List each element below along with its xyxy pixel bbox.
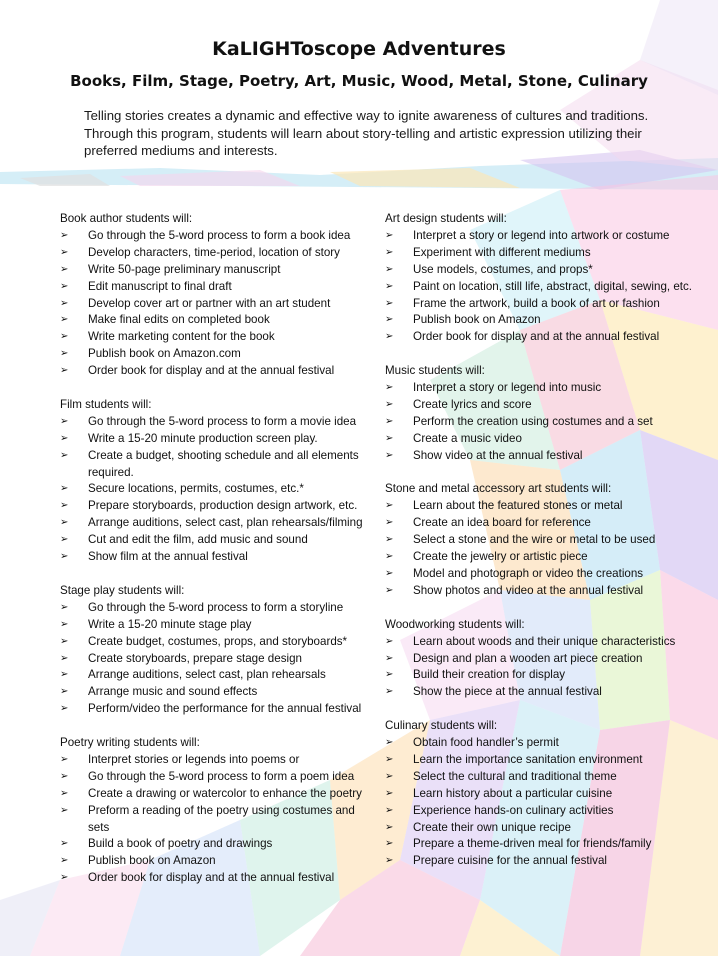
list-item: ➢ Write a 15-20 minute stage play bbox=[60, 617, 378, 634]
section-book-author bbox=[60, 211, 378, 380]
list-item: ➢ Create the jewelry or artistic piece bbox=[385, 549, 705, 566]
section-heading: Art design students will: bbox=[385, 212, 507, 225]
list-item: ➢ Make final edits on completed book bbox=[60, 312, 378, 329]
list-item: ➢ Show film at the annual festival bbox=[60, 549, 378, 566]
bullet-list bbox=[60, 600, 378, 718]
list-item: ➢ Show video at the annual festival bbox=[385, 448, 705, 465]
list-item: ➢ Arrange music and sound effects bbox=[60, 684, 378, 701]
list-item: ➢ Design and plan a wooden art piece creation bbox=[385, 651, 705, 668]
list-item: ➢ Show the piece at the annual festival bbox=[385, 684, 705, 701]
bullet-list bbox=[60, 752, 378, 887]
list-item: ➢ Show photos and video at the annual festival bbox=[385, 583, 705, 600]
section-heading: Music students will: bbox=[385, 364, 485, 378]
list-item: ➢ Experiment with different mediums bbox=[385, 245, 705, 262]
list-item: ➢ Create an idea board for reference bbox=[385, 515, 705, 532]
list-item: ➢ Arrange auditions, select cast, plan rehearsals bbox=[60, 667, 378, 684]
page-subtitle: Books, Film, Stage, Poetry, Art, Music, Wood, Metal, Stone, Culinary bbox=[70, 72, 648, 90]
bullet-list bbox=[385, 735, 705, 870]
list-item: ➢ Select a stone and the wire or metal to be used bbox=[385, 532, 705, 549]
list-item: ➢ Prepare storyboards, production design artwork, etc. bbox=[60, 498, 378, 515]
section-heading: Film students will: bbox=[60, 397, 152, 411]
list-item: ➢ Frame the artwork, build a book of art or fashion bbox=[385, 296, 705, 313]
list-item: ➢ Interpret a story or legend into artwork or costume bbox=[385, 228, 705, 245]
list-item: ➢ Go through the 5-word process to form a storyline bbox=[60, 600, 378, 617]
list-item: ➢ Interpret stories or legends into poems or bbox=[60, 752, 378, 769]
list-item: ➢ Order book for display and at the annual festival bbox=[385, 329, 705, 346]
list-item: ➢ Prepare a theme-driven meal for friends/family bbox=[385, 836, 705, 853]
section-film bbox=[60, 397, 378, 566]
bullet-list bbox=[385, 228, 705, 346]
list-item: ➢ Secure locations, permits, costumes, etc.* bbox=[60, 481, 378, 498]
section-heading: Woodworking students will: bbox=[385, 617, 525, 631]
list-item: ➢ Develop characters, time-period, location of story bbox=[60, 245, 378, 262]
section-heading: Stone and metal accessory art students will: bbox=[385, 482, 612, 496]
list-item: ➢ Write 50-page preliminary manuscript bbox=[60, 262, 378, 279]
section-heading: Stage play students will: bbox=[60, 583, 185, 597]
section-stone-and-metal-accessory-art bbox=[385, 481, 705, 599]
page-title: KaLIGHToscope Adventures bbox=[212, 38, 506, 60]
list-item: ➢ Create budget, costumes, props, and storyboards* bbox=[60, 634, 378, 651]
list-item: ➢ Learn the importance sanitation environment bbox=[385, 752, 705, 769]
list-item: ➢ Order book for display and at the annual festival bbox=[60, 363, 378, 380]
bullet-list bbox=[60, 228, 378, 380]
list-item: ➢ Publish book on Amazon bbox=[385, 312, 705, 329]
list-item: ➢ Cut and edit the film, add music and sound bbox=[60, 532, 378, 549]
section-heading: Poetry writing students will: bbox=[60, 736, 200, 750]
list-item: ➢ Model and photograph or video the creations bbox=[385, 566, 705, 583]
list-item: ➢ Arrange auditions, select cast, plan rehearsals/filming bbox=[60, 515, 378, 532]
list-item: ➢ Create a budget, shooting schedule and all elements required. bbox=[60, 448, 378, 482]
section-woodworking bbox=[385, 617, 705, 702]
section-stage-play bbox=[60, 583, 378, 718]
intro-paragraph: Telling stories creates a dynamic and effective way to ignite awareness of cultures and traditions. Through this program, students will learn about story-telling and artistic expression utilizing their preferred mediums and interests. bbox=[84, 108, 649, 158]
list-item: ➢ Write a 15-20 minute production screen play. bbox=[60, 431, 378, 448]
list-item: ➢ Paint on location, still life, abstract, digital, sewing, etc. bbox=[385, 279, 705, 296]
list-item: ➢ Prepare cuisine for the annual festival bbox=[385, 853, 705, 870]
list-item: ➢ Obtain food handler’s permit bbox=[385, 735, 705, 752]
list-item: ➢ Create lyrics and score bbox=[385, 397, 705, 414]
list-item: ➢ Go through the 5-word process to form a book idea bbox=[60, 228, 378, 245]
list-item: ➢ Build a book of poetry and drawings bbox=[60, 836, 378, 853]
list-item: ➢ Edit manuscript to final draft bbox=[60, 279, 378, 296]
section-heading: Culinary students will: bbox=[385, 719, 498, 733]
section-poetry-writing bbox=[60, 735, 378, 887]
list-item: ➢ Preform a reading of the poetry using costumes and sets bbox=[60, 803, 378, 837]
list-item: ➢ Write marketing content for the book bbox=[60, 329, 378, 346]
list-item: ➢ Select the cultural and traditional theme bbox=[385, 769, 705, 786]
section-art-design bbox=[385, 211, 705, 346]
list-item: ➢ Publish book on Amazon bbox=[60, 853, 378, 870]
list-item: ➢ Experience hands-on culinary activities bbox=[385, 803, 705, 820]
list-item: ➢ Go through the 5-word process to form a movie idea bbox=[60, 414, 378, 431]
list-item: ➢ Use models, costumes, and props* bbox=[385, 262, 705, 279]
bullet-list bbox=[385, 380, 705, 465]
list-item: ➢ Create storyboards, prepare stage design bbox=[60, 651, 378, 668]
list-item: ➢ Learn about woods and their unique characteristics bbox=[385, 634, 705, 651]
list-item: ➢ Perform the creation using costumes and a set bbox=[385, 414, 705, 431]
section-music bbox=[385, 363, 705, 464]
section-heading: Book author students will: bbox=[60, 212, 193, 225]
list-item: ➢ Develop cover art or partner with an art student bbox=[60, 296, 378, 313]
list-item: ➢ Learn history about a particular cuisine bbox=[385, 786, 705, 803]
list-item: ➢ Publish book on Amazon.com bbox=[60, 346, 378, 363]
list-item: ➢ Build their creation for display bbox=[385, 667, 705, 684]
list-item: ➢ Create a music video bbox=[385, 431, 705, 448]
list-item: ➢ Learn about the featured stones or metal bbox=[385, 498, 705, 515]
section-culinary bbox=[385, 718, 705, 870]
bullet-list bbox=[385, 498, 705, 599]
bullet-list bbox=[60, 414, 378, 566]
list-item: ➢ Order book for display and at the annual festival bbox=[60, 870, 378, 887]
bullet-list bbox=[385, 634, 705, 702]
list-item: ➢ Create their own unique recipe bbox=[385, 820, 705, 837]
list-item: ➢ Go through the 5-word process to form a poem idea bbox=[60, 769, 378, 786]
list-item: ➢ Interpret a story or legend into music bbox=[385, 380, 705, 397]
left-column bbox=[60, 211, 378, 904]
list-item: ➢ Create a drawing or watercolor to enhance the poetry bbox=[60, 786, 378, 803]
list-item: ➢ Perform/video the performance for the annual festival bbox=[60, 701, 378, 718]
right-column bbox=[385, 211, 705, 887]
